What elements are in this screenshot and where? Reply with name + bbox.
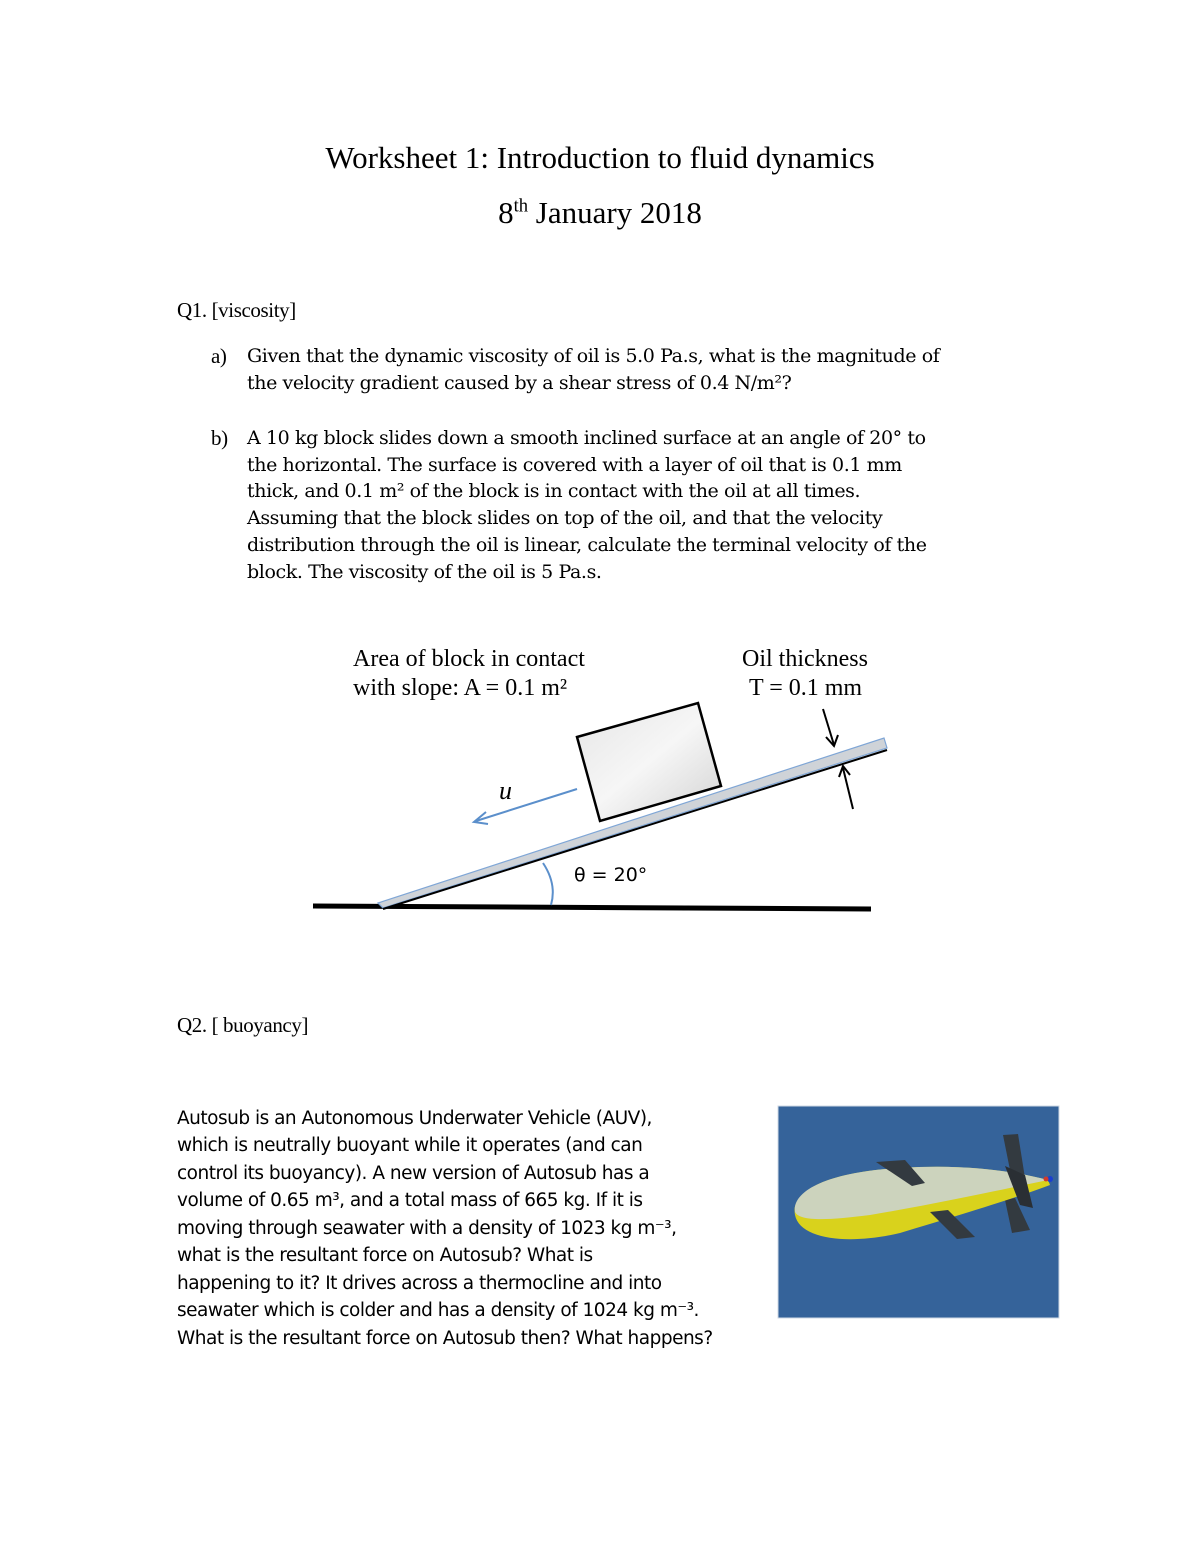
- ground-line: [313, 906, 871, 909]
- velocity-arrow: [474, 789, 577, 824]
- q2-line: seawater which is colder and has a density of 1024 kg m⁻³.: [177, 1300, 699, 1321]
- q1a-line: Given that the dynamic viscosity of oil is 5.0 Pa.s, what is the magnitude of: [247, 345, 940, 367]
- q1b-line: Assuming that the block slides on top of the oil, and that the velocity: [247, 507, 883, 529]
- q1b-line: A 10 kg block slides down a smooth inclined surface at an angle of 20° to: [247, 427, 926, 449]
- q1b-line: distribution through the oil is linear, calculate the terminal velocity of the: [247, 534, 927, 556]
- q2-line: happening to it? It drives across a thermocline and into: [177, 1273, 662, 1294]
- q2-heading: Q2. [ buoyancy]: [177, 1013, 309, 1037]
- date-day: 8: [498, 195, 514, 230]
- q1b-line: block. The viscosity of the oil is 5 Pa.s.: [247, 561, 602, 583]
- oil-thickness-label: T = 0.1 mm: [749, 675, 863, 701]
- q1a-label: a): [211, 344, 227, 368]
- q1b-line: thick, and 0.1 m² of the block is in contact with the oil at all times.: [247, 480, 861, 502]
- date-rest: January 2018: [528, 195, 702, 230]
- q2-line: Autosub is an Autonomous Underwater Vehicle (AUV),: [177, 1108, 652, 1129]
- q1-heading: Q1. [viscosity]: [177, 298, 296, 322]
- q2-line: what is the resultant force on Autosub? What is: [177, 1245, 593, 1266]
- angle-label: θ = 20°: [574, 864, 648, 886]
- q2-line: which is neutrally buoyant while it operates (and can: [177, 1135, 643, 1156]
- oil-thickness-label: Oil thickness: [742, 646, 868, 672]
- q1b-label: b): [211, 426, 228, 450]
- q2-line: control its buoyancy). A new version of Autosub has a: [177, 1163, 650, 1184]
- q1b-line: the horizontal. The surface is covered with a layer of oil that is 0.1 mm: [247, 454, 902, 476]
- q1a-line: the velocity gradient caused by a shear stress of 0.4 N/m²?: [247, 372, 792, 394]
- q2-line: moving through seawater with a density of 1023 kg m⁻³,: [177, 1218, 677, 1239]
- area-label: Area of block in contact: [353, 646, 585, 672]
- velocity-label: u: [499, 776, 512, 805]
- date-suffix: th: [513, 195, 529, 217]
- angle-arc: [543, 863, 553, 905]
- area-label: with slope: A = 0.1 m²: [353, 675, 568, 701]
- q2-line: What is the resultant force on Autosub then? What happens?: [177, 1328, 713, 1349]
- q2-line: volume of 0.65 m³, and a total mass of 665 kg. If it is: [177, 1190, 643, 1211]
- page-title: Worksheet 1: Introduction to fluid dynamics: [325, 140, 875, 175]
